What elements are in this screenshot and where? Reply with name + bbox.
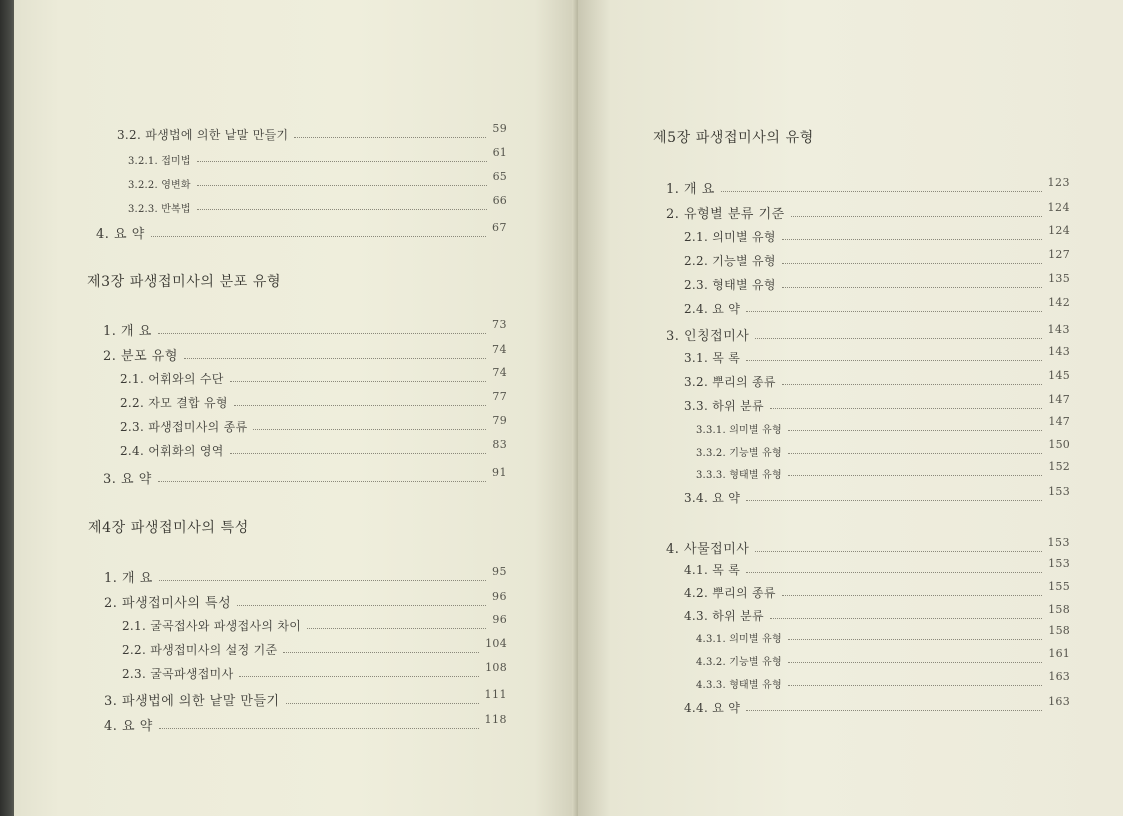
toc-entry bbox=[696, 670, 1070, 691]
toc-entry bbox=[103, 345, 507, 364]
toc-entry-text: 4. 요 약 bbox=[96, 227, 145, 242]
toc-entry-text: 3. 인칭접미사 bbox=[666, 329, 750, 344]
toc-entry-text: 4.4. 요 약 bbox=[684, 701, 741, 715]
toc-leader-dots bbox=[159, 579, 486, 581]
toc-entry bbox=[684, 345, 1070, 366]
toc-leader-dots bbox=[230, 452, 487, 454]
left-toc bbox=[14, 0, 580, 816]
toc-entry-text: 2.4. 요 약 bbox=[684, 302, 741, 316]
toc-page-number: 108 bbox=[485, 661, 507, 674]
toc-page-number: 83 bbox=[492, 438, 507, 451]
toc-leader-dots bbox=[286, 702, 479, 704]
toc-entry-text: 3.2.1. 접미법 bbox=[128, 156, 191, 167]
toc-page-number: 79 bbox=[492, 414, 507, 427]
toc-entry bbox=[120, 366, 507, 387]
toc-page-number: 123 bbox=[1047, 176, 1070, 189]
toc-leader-dots bbox=[234, 404, 487, 406]
toc-entry bbox=[696, 624, 1070, 645]
toc-leader-dots bbox=[782, 238, 1042, 240]
toc-page-number: 158 bbox=[1048, 603, 1070, 616]
toc-page-number: 155 bbox=[1048, 580, 1070, 593]
toc-entry-text: 2.4. 어휘화의 영역 bbox=[120, 444, 224, 458]
toc-leader-dots bbox=[782, 286, 1042, 288]
toc-leader-dots bbox=[788, 638, 1043, 640]
toc-entry-text: 3.3.1. 의미별 유형 bbox=[696, 425, 782, 436]
toc-entry bbox=[696, 460, 1070, 481]
toc-page-number: 158 bbox=[1048, 624, 1070, 637]
right-toc bbox=[578, 0, 1123, 816]
toc-entry-text: 3.2. 뿌리의 종류 bbox=[684, 375, 776, 389]
toc-entry-text: 2.2. 기능별 유형 bbox=[684, 254, 776, 268]
toc-entry-text: 4. 요 약 bbox=[104, 719, 153, 734]
toc-page-number: 95 bbox=[492, 565, 507, 578]
toc-leader-dots bbox=[788, 474, 1043, 476]
toc-entry-text: 2.1. 어휘와의 수단 bbox=[120, 372, 224, 386]
toc-leader-dots bbox=[791, 215, 1042, 217]
toc-page-number: 127 bbox=[1048, 248, 1070, 261]
toc-leader-dots bbox=[788, 661, 1043, 663]
toc-entry bbox=[120, 438, 507, 459]
toc-entry bbox=[696, 647, 1070, 668]
toc-entry-text: 2.3. 형태별 유형 bbox=[684, 278, 776, 292]
toc-page-number: 135 bbox=[1048, 272, 1070, 285]
toc-leader-dots bbox=[239, 675, 479, 677]
toc-entry bbox=[104, 592, 507, 611]
chapter-heading: 제5장 파생접미사의 유형 bbox=[653, 130, 814, 146]
toc-entry-text: 1. 개 요 bbox=[666, 182, 715, 197]
toc-entry bbox=[684, 557, 1070, 578]
toc-page-number: 66 bbox=[492, 194, 507, 207]
toc-entry bbox=[684, 369, 1070, 390]
toc-leader-dots bbox=[230, 380, 487, 382]
toc-leader-dots bbox=[197, 160, 487, 162]
toc-page-number: 124 bbox=[1047, 201, 1070, 214]
toc-entry bbox=[684, 248, 1070, 269]
toc-page-number: 65 bbox=[492, 170, 507, 183]
toc-leader-dots bbox=[159, 727, 479, 729]
right-page bbox=[578, 0, 1123, 816]
toc-entry bbox=[666, 178, 1070, 197]
toc-entry bbox=[128, 170, 507, 191]
toc-leader-dots bbox=[253, 428, 486, 430]
toc-leader-dots bbox=[746, 359, 1042, 361]
toc-page-number: 59 bbox=[492, 122, 507, 135]
toc-entry bbox=[128, 194, 507, 215]
toc-leader-dots bbox=[782, 594, 1042, 596]
toc-entry bbox=[696, 438, 1070, 459]
toc-entry bbox=[120, 414, 507, 435]
toc-page-number: 153 bbox=[1047, 536, 1070, 549]
toc-entry-text: 3.4. 요 약 bbox=[684, 491, 741, 505]
toc-leader-dots bbox=[158, 332, 486, 334]
toc-entry-text: 2. 분포 유형 bbox=[103, 349, 178, 364]
toc-page-number: 73 bbox=[492, 318, 507, 331]
toc-page-number: 118 bbox=[484, 713, 507, 726]
toc-entry-text: 3. 파생법에 의한 낱말 만들기 bbox=[104, 694, 280, 709]
toc-entry-text: 4.3.1. 의미별 유형 bbox=[696, 634, 782, 645]
toc-entry-text: 2.3. 굴곡파생접미사 bbox=[122, 667, 234, 681]
toc-leader-dots bbox=[788, 452, 1043, 454]
toc-page-number: 91 bbox=[492, 466, 507, 479]
toc-entry-text: 2.3. 파생접미사의 종류 bbox=[120, 420, 248, 434]
toc-entry-text: 4.2. 뿌리의 종류 bbox=[684, 586, 776, 600]
toc-entry-text: 3.1. 목 록 bbox=[684, 351, 741, 365]
toc-leader-dots bbox=[151, 235, 486, 237]
toc-leader-dots bbox=[283, 651, 479, 653]
toc-entry-text: 3.2.2. 영변화 bbox=[128, 180, 191, 191]
toc-leader-dots bbox=[294, 136, 486, 138]
toc-page-number: 150 bbox=[1048, 438, 1070, 451]
toc-entry bbox=[103, 468, 507, 487]
toc-page-number: 163 bbox=[1048, 670, 1070, 683]
toc-entry bbox=[128, 146, 507, 167]
toc-entry-text: 4.3.3. 형태별 유형 bbox=[696, 680, 782, 691]
toc-entry bbox=[684, 603, 1070, 624]
toc-page-number: 77 bbox=[492, 390, 507, 403]
toc-entry-text: 1. 개 요 bbox=[103, 324, 152, 339]
toc-entry-text: 4.3. 하위 분류 bbox=[684, 609, 764, 623]
toc-leader-dots bbox=[782, 383, 1042, 385]
toc-entry bbox=[103, 320, 507, 339]
toc-entry-text: 2. 파생접미사의 특성 bbox=[104, 596, 232, 611]
toc-leader-dots bbox=[770, 617, 1042, 619]
toc-page-number: 153 bbox=[1048, 557, 1070, 570]
toc-page-number: 145 bbox=[1048, 369, 1070, 382]
toc-leader-dots bbox=[237, 604, 486, 606]
toc-entry-text: 4. 사물접미사 bbox=[666, 542, 750, 557]
chapter-heading: 제3장 파생접미사의 분포 유형 bbox=[87, 274, 282, 290]
left-page bbox=[14, 0, 580, 816]
toc-entry-text: 4.1. 목 록 bbox=[684, 563, 741, 577]
toc-leader-dots bbox=[158, 480, 486, 482]
toc-leader-dots bbox=[770, 407, 1042, 409]
toc-leader-dots bbox=[788, 684, 1043, 686]
toc-entry-text: 3.2. 파생법에 의한 낱말 만들기 bbox=[117, 128, 289, 142]
toc-leader-dots bbox=[184, 357, 486, 359]
toc-page-number: 163 bbox=[1048, 695, 1070, 708]
toc-entry bbox=[104, 567, 507, 586]
toc-entry-text: 1. 개 요 bbox=[104, 571, 153, 586]
toc-leader-dots bbox=[746, 499, 1042, 501]
toc-entry-text: 2.2. 자모 결합 유형 bbox=[120, 396, 228, 410]
toc-entry bbox=[684, 695, 1070, 716]
toc-entry bbox=[666, 203, 1070, 222]
toc-leader-dots bbox=[755, 337, 1041, 339]
toc-entry-text: 4.3.2. 기능별 유형 bbox=[696, 657, 782, 668]
toc-page-number: 96 bbox=[492, 590, 507, 603]
toc-page-number: 74 bbox=[492, 343, 507, 356]
toc-page-number: 67 bbox=[492, 221, 507, 234]
toc-page-number: 96 bbox=[492, 613, 507, 626]
toc-page-number: 147 bbox=[1048, 415, 1070, 428]
toc-leader-dots bbox=[721, 190, 1042, 192]
toc-entry-text: 3. 요 약 bbox=[103, 472, 152, 487]
toc-page-number: 61 bbox=[492, 146, 507, 159]
toc-entry bbox=[666, 538, 1070, 557]
toc-entry bbox=[684, 272, 1070, 293]
toc-page-number: 74 bbox=[492, 366, 507, 379]
toc-page-number: 111 bbox=[484, 688, 507, 701]
toc-entry bbox=[684, 224, 1070, 245]
toc-entry-text: 2.1. 굴곡접사와 파생접사의 차이 bbox=[122, 619, 302, 633]
toc-entry bbox=[666, 325, 1070, 344]
chapter-heading: 제4장 파생접미사의 특성 bbox=[88, 520, 249, 536]
toc-entry bbox=[122, 613, 507, 634]
toc-leader-dots bbox=[746, 310, 1042, 312]
toc-page-number: 152 bbox=[1048, 460, 1070, 473]
toc-entry bbox=[696, 415, 1070, 436]
toc-leader-dots bbox=[197, 208, 487, 210]
toc-page-number: 143 bbox=[1048, 345, 1070, 358]
toc-entry bbox=[120, 390, 507, 411]
toc-entry bbox=[684, 296, 1070, 317]
toc-page-number: 124 bbox=[1048, 224, 1070, 237]
toc-entry bbox=[684, 485, 1070, 506]
toc-entry-text: 3.3.3. 형태별 유형 bbox=[696, 470, 782, 481]
toc-page-number: 153 bbox=[1048, 485, 1070, 498]
toc-entry bbox=[122, 637, 507, 658]
toc-leader-dots bbox=[788, 429, 1043, 431]
toc-leader-dots bbox=[782, 262, 1042, 264]
toc-leader-dots bbox=[746, 571, 1042, 573]
toc-leader-dots bbox=[755, 550, 1041, 552]
toc-page-number: 104 bbox=[485, 637, 507, 650]
toc-entry-text: 3.3. 하위 분류 bbox=[684, 399, 764, 413]
toc-leader-dots bbox=[307, 627, 486, 629]
toc-leader-dots bbox=[197, 184, 487, 186]
toc-entry bbox=[104, 715, 507, 734]
toc-entry-text: 2. 유형별 분류 기준 bbox=[666, 207, 785, 222]
toc-entry-text: 3.3.2. 기능별 유형 bbox=[696, 448, 782, 459]
toc-page-number: 142 bbox=[1048, 296, 1070, 309]
toc-page-number: 161 bbox=[1048, 647, 1070, 660]
toc-page-number: 143 bbox=[1047, 323, 1070, 336]
toc-entry bbox=[104, 690, 507, 709]
toc-entry bbox=[96, 223, 507, 242]
toc-entry-text: 3.2.3. 반복법 bbox=[128, 204, 191, 215]
toc-entry-text: 2.2. 파생접미사의 설정 기준 bbox=[122, 643, 278, 657]
toc-entry bbox=[122, 661, 507, 682]
toc-page-number: 147 bbox=[1048, 393, 1070, 406]
toc-entry bbox=[117, 122, 507, 143]
toc-entry-text: 2.1. 의미별 유형 bbox=[684, 230, 776, 244]
toc-leader-dots bbox=[746, 709, 1042, 711]
toc-entry bbox=[684, 393, 1070, 414]
toc-entry bbox=[684, 580, 1070, 601]
